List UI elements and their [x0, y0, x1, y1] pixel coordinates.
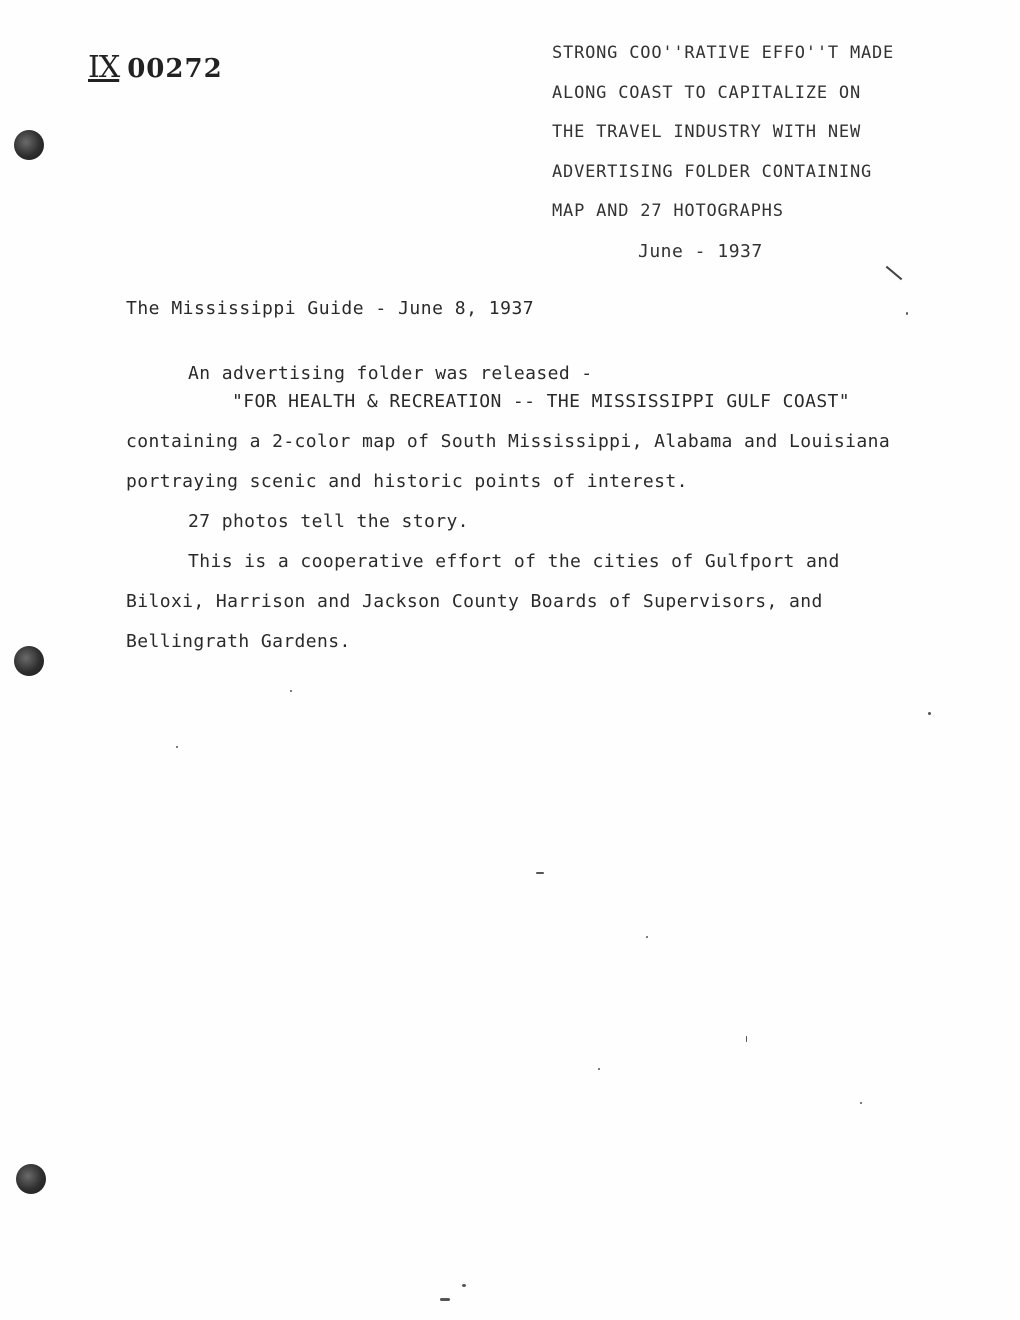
body-line: Bellingrath Gardens.: [126, 631, 351, 652]
body-line: This is a cooperative effort of the cities of Gulfport and: [188, 551, 840, 572]
paper-speck: [746, 1036, 747, 1042]
body-line: portraying scenic and historic points of interest.: [126, 471, 688, 492]
paper-speck: [928, 712, 931, 715]
body-line: 27 photos tell the story.: [188, 511, 469, 532]
headline-line: MAP AND 27 HOTOGRAPHS: [552, 201, 784, 221]
file-section-numeral: IX: [88, 50, 120, 85]
paper-speck: [598, 1068, 600, 1070]
source-citation: The Mississippi Guide - June 8, 1937: [126, 298, 535, 319]
paper-speck: [906, 312, 908, 315]
headline-line: STRONG COO''RATIVE EFFO''T MADE: [552, 43, 895, 63]
headline-line: THE TRAVEL INDUSTRY WITH NEW: [552, 122, 861, 142]
body-line: containing a 2-color map of South Mississippi, Alabama and Louisiana: [126, 431, 891, 452]
body-line: "FOR HEALTH & RECREATION -- THE MISSISSIPPI GULF COAST": [232, 391, 851, 412]
file-number: 00272: [127, 54, 223, 84]
hole-punch: [14, 646, 44, 676]
headline-line: ADVERTISING FOLDER CONTAINING: [552, 161, 873, 182]
hole-punch: [16, 1164, 46, 1194]
article-body: [126, 360, 986, 668]
paper-speck: [290, 690, 292, 692]
hole-punch: [14, 130, 44, 160]
file-number-stamp: [88, 50, 223, 85]
headline-line: ALONG COAST TO CAPITALIZE ON: [552, 82, 861, 103]
paper-speck: [536, 872, 544, 874]
headline-block: [552, 34, 992, 271]
paper-speck: [462, 1284, 466, 1287]
paper-speck: [860, 1102, 862, 1104]
paper-speck: [646, 936, 648, 938]
headline-date: June - 1937: [638, 240, 763, 262]
paper-speck: [440, 1298, 450, 1301]
paper-speck: [176, 746, 178, 748]
body-line: An advertising folder was released -: [188, 363, 593, 384]
body-line: Biloxi, Harrison and Jackson County Boards of Supervisors, and: [126, 591, 823, 612]
